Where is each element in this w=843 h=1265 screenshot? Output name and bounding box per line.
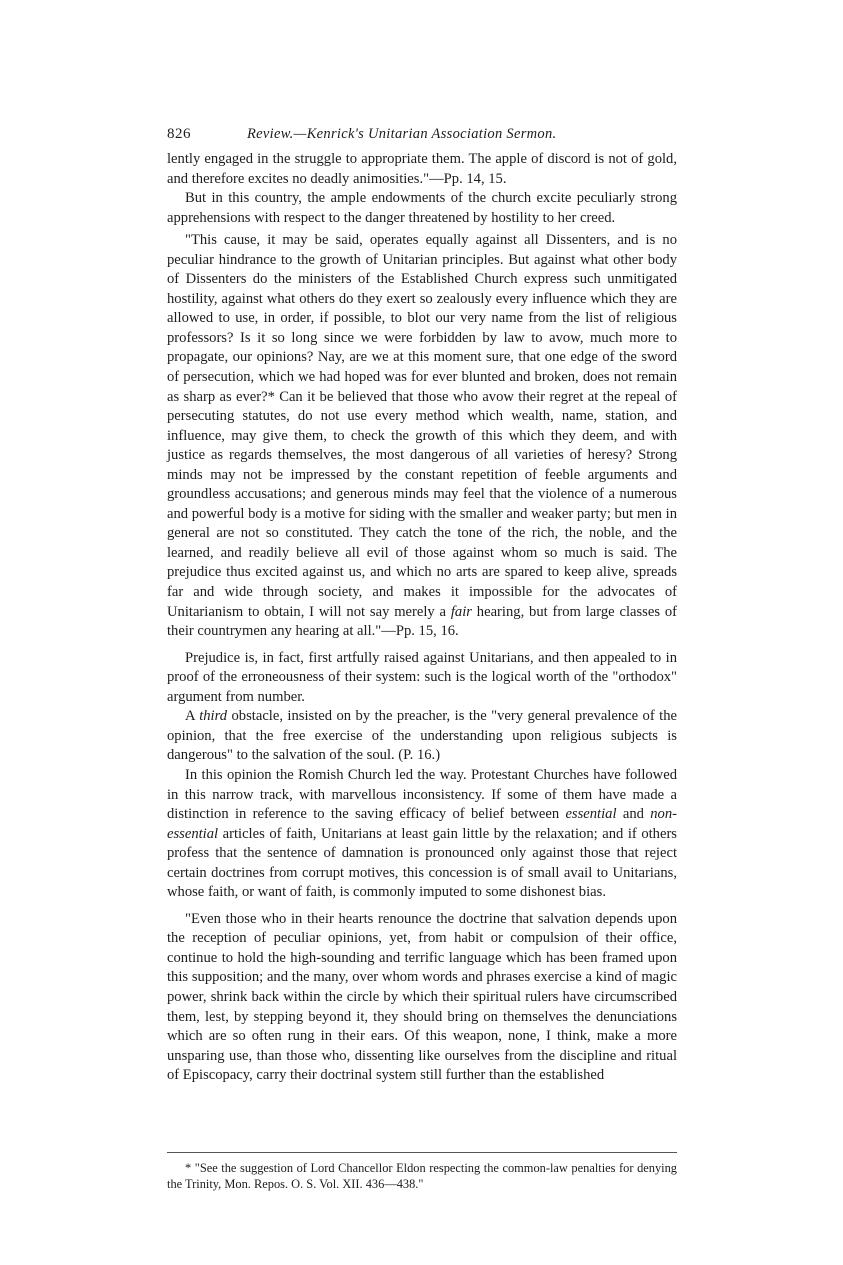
running-head: Review.—Kenrick's Unitarian Association Sermon. <box>247 126 557 142</box>
paragraph-continuation: lently engaged in the struggle to appropriate them. The apple of discord is not of gold, and therefore excites no deadly animosities."—Pp. 14, 15. <box>167 151 677 187</box>
footnote <box>167 1160 677 1192</box>
emphasis-essential: essential <box>565 806 617 823</box>
paragraph: A third obstacle, insisted on by the preacher, is the "very general prevalence of the opinion, that the free exercise of the understanding upon religious subjects is dangerous" to the salvation of the soul. (P. 16.) <box>167 708 677 764</box>
footnote-text: * "See the suggestion of Lord Chancellor Eldon respecting the common-law penalties for denying the Trinity, Mon. Repos. O. S. Vol. XII. 436—438." <box>167 1161 677 1191</box>
page-header <box>167 126 677 148</box>
emphasis-third: third <box>199 708 228 725</box>
body-text <box>167 150 677 1086</box>
emphasis-non-essential: non-essential <box>167 806 677 842</box>
quoted-paragraph: "Even those who in their hearts renounce the doctrine that salvation depends upon the reception of peculiar opinions, yet, from habit or compulsion of their office, continue to hold the high-sounding and terrific language which has been framed upon this supposition; and the many, over whom words and phrases exercise a kind of magic power, shrink back within the circle by which their spiritual rulers have circumscribed them, lest, by stepping beyond it, they should bring on themselves the denunciations which are so often rung in their ears. Of this weapon, none, I think, make a more unsparing use, than those who, dissenting like ourselves from the discipline and ritual of Episcopacy, carry their doctrinal system still further than the established <box>167 910 677 1084</box>
paragraph: In this opinion the Romish Church led the way. Protestant Churches have followed in this narrow track, with marvellous inconsistency. If some of them have made a distinction in reference to the saving efficacy of belief between essential and non-essential articles of faith, Unitarians at least gain little by the relaxation; and if others profess that the sentence of damnation is pronounced only against those that reject certain doctrines from corrupt motives, this concession is of small avail to Unitarians, whose faith, or want of faith, is commonly imputed to some dishonest bias. <box>167 766 677 901</box>
footnote-rule <box>167 1152 677 1153</box>
paragraph: But in this country, the ample endowments of the church excite peculiarly strong apprehensions with respect to the danger threatened by hostility to her creed. <box>167 190 677 226</box>
paragraph: Prejudice is, in fact, first artfully raised against Unitarians, and then appealed to in proof of the erroneousness of their system: such is the logical worth of the "orthodox" argument from number. <box>167 649 677 705</box>
emphasis-fair: fair <box>450 603 472 620</box>
page-number: 826 <box>167 126 191 142</box>
quoted-paragraph: "This cause, it may be said, operates equally against all Dissenters, and is no peculiar hindrance to the growth of Unitarian principles. But against what other body of Dissenters do the ministers of the Established Church express such unmitigated hostility, against what others do they exert so zealously every influence which they are allowed to use, in order, if possible, to blot our very name from the list of religious professors? Is it so long since we were forbidden by law to avow, much more to propagate, our opinions? Nay, are we at this moment sure, that one edge of the sword of persecution, which we had hoped was for ever blunted and broken, does not remain as sharp as ever?* Can it be believed that those who avow their regret at the repeal of persecuting statutes, do not use every method which wealth, name, station, and influence, may give them, to check the growth of this which they deem, and with justice as regards themselves, the most dangerous of all varieties of heresy? Strong minds may not be impressed by the constant repetition of feeble arguments and groundless accusations; and generous minds may feel that the violence of a numerous and powerful body is a motive for siding with the smaller and weaker party; but men in general are not so constituted. They catch the tone of the rich, the noble, and the learned, and readily believe all evil of those against whom so much is said. The prejudice thus excited against us, and which no arts are spared to keep alive, spreads far and wide through society, and makes it impossible for the advocates of Unitarianism to obtain, I will not say merely a fair hearing, but from large classes of their countrymen any hearing at all."—Pp. 15, 16. <box>167 232 677 640</box>
